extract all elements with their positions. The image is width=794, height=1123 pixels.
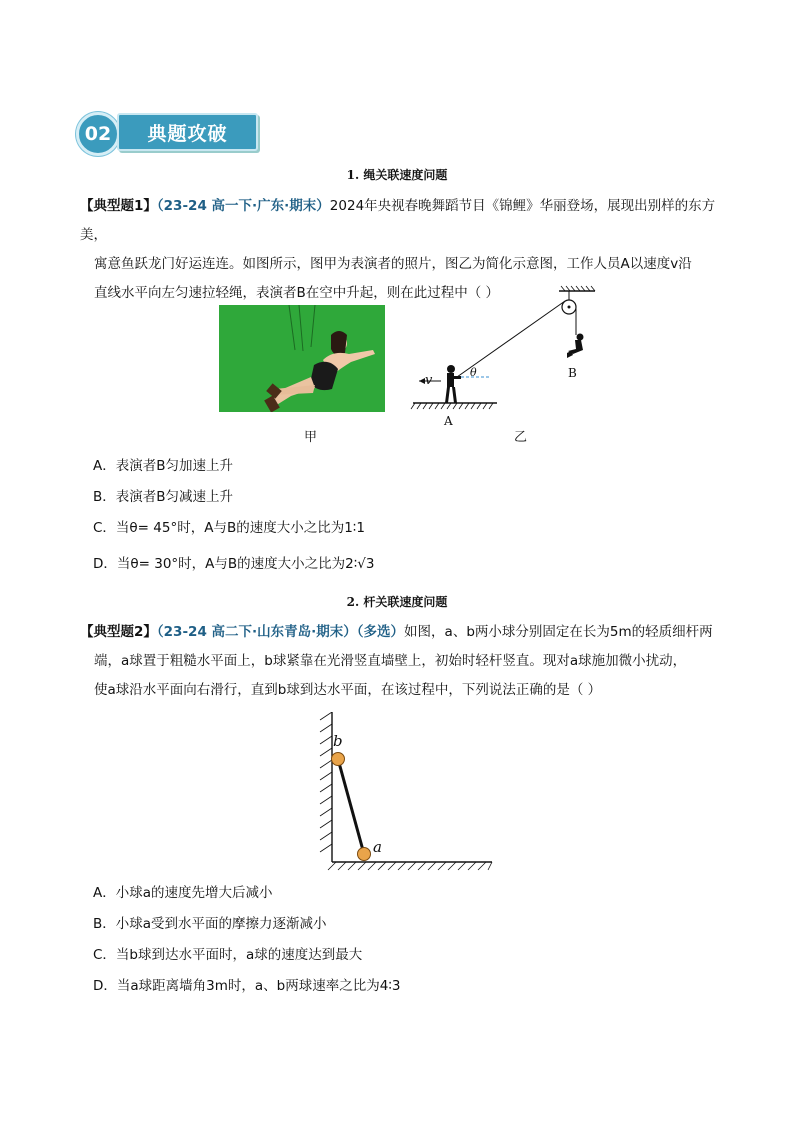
question2-text — [80, 618, 720, 705]
question1-source: （23-24 高一下·广东·期末） — [156, 198, 330, 214]
q2-option-b: B．小球a受到水平面的摩擦力逐渐减小 — [93, 916, 327, 932]
figure-jia-caption: 甲 — [304, 430, 318, 445]
question1-line1: 2024年央视春晚舞蹈节目《锦鲤》华丽登场，展现出别样的东方美， — [80, 198, 716, 243]
question1-tag: 【典型题1】 — [80, 198, 157, 214]
q2-option-d: D．当a球距离墙角3m时，a、b两球速率之比为4∶3 — [93, 978, 401, 994]
section-number-badge: 02 — [76, 112, 120, 156]
section1-title: 1. 绳关联速度问题 — [346, 168, 448, 182]
question2-line2: 端，a球置于粗糙水平面上，b球紧靠在光滑竖直墙壁上，初始时轻杆竖直。现对a球施加微小扰动， — [94, 653, 687, 669]
figure-yi-caption: 乙 — [514, 430, 528, 445]
angle-label-theta: θ — [470, 366, 477, 379]
point-label-b: B — [568, 366, 577, 380]
question2-line3: 使a球沿水平面向右滑行，直到b球到达水平面，在该过程中，下列说法正确的是（ ） — [94, 682, 602, 698]
question1-line3: 直线水平向左匀速拉轻绳，表演者B在空中升起，则在此过程中（ ） — [94, 285, 500, 301]
ball-label-b: b — [333, 732, 343, 750]
question1-line2: 寓意鱼跃龙门好运连连。如图所示，图甲为表演者的照片，图乙为简化示意图，工作人员A以速度v沿 — [94, 256, 692, 272]
section2-title: 2. 杆关联速度问题 — [346, 595, 448, 609]
ball-label-a: a — [373, 838, 382, 856]
question2-source: （23-24 高二下·山东青岛·期末）（多选） — [156, 624, 405, 640]
q1-option-c: C．当θ= 45°时，A与B的速度大小之比为1∶1 — [93, 520, 365, 536]
pulley-diagram — [405, 285, 605, 430]
q2-option-a: A．小球a的速度先增大后减小 — [93, 885, 273, 901]
q1-option-b: B．表演者B匀减速上升 — [93, 489, 234, 505]
point-label-a: A — [444, 414, 453, 428]
section-header-title: 典题攻破 — [117, 113, 258, 151]
performer-photo — [219, 305, 385, 412]
question2-tag: 【典型题2】 — [80, 624, 157, 640]
question1-text — [80, 192, 720, 308]
q1-option-d: D．当θ= 30°时，A与B的速度大小之比为2∶√3 — [93, 556, 375, 572]
velocity-label-v: v — [425, 373, 433, 388]
q1-option-a: A．表演者B匀加速上升 — [93, 458, 233, 474]
q2-option-c: C．当b球到达水平面时，a球的速度达到最大 — [93, 947, 363, 963]
question2-line1: 如图，a、b两小球分别固定在长为5m的轻质细杆两 — [404, 624, 713, 640]
rod-wall-diagram — [316, 712, 496, 874]
